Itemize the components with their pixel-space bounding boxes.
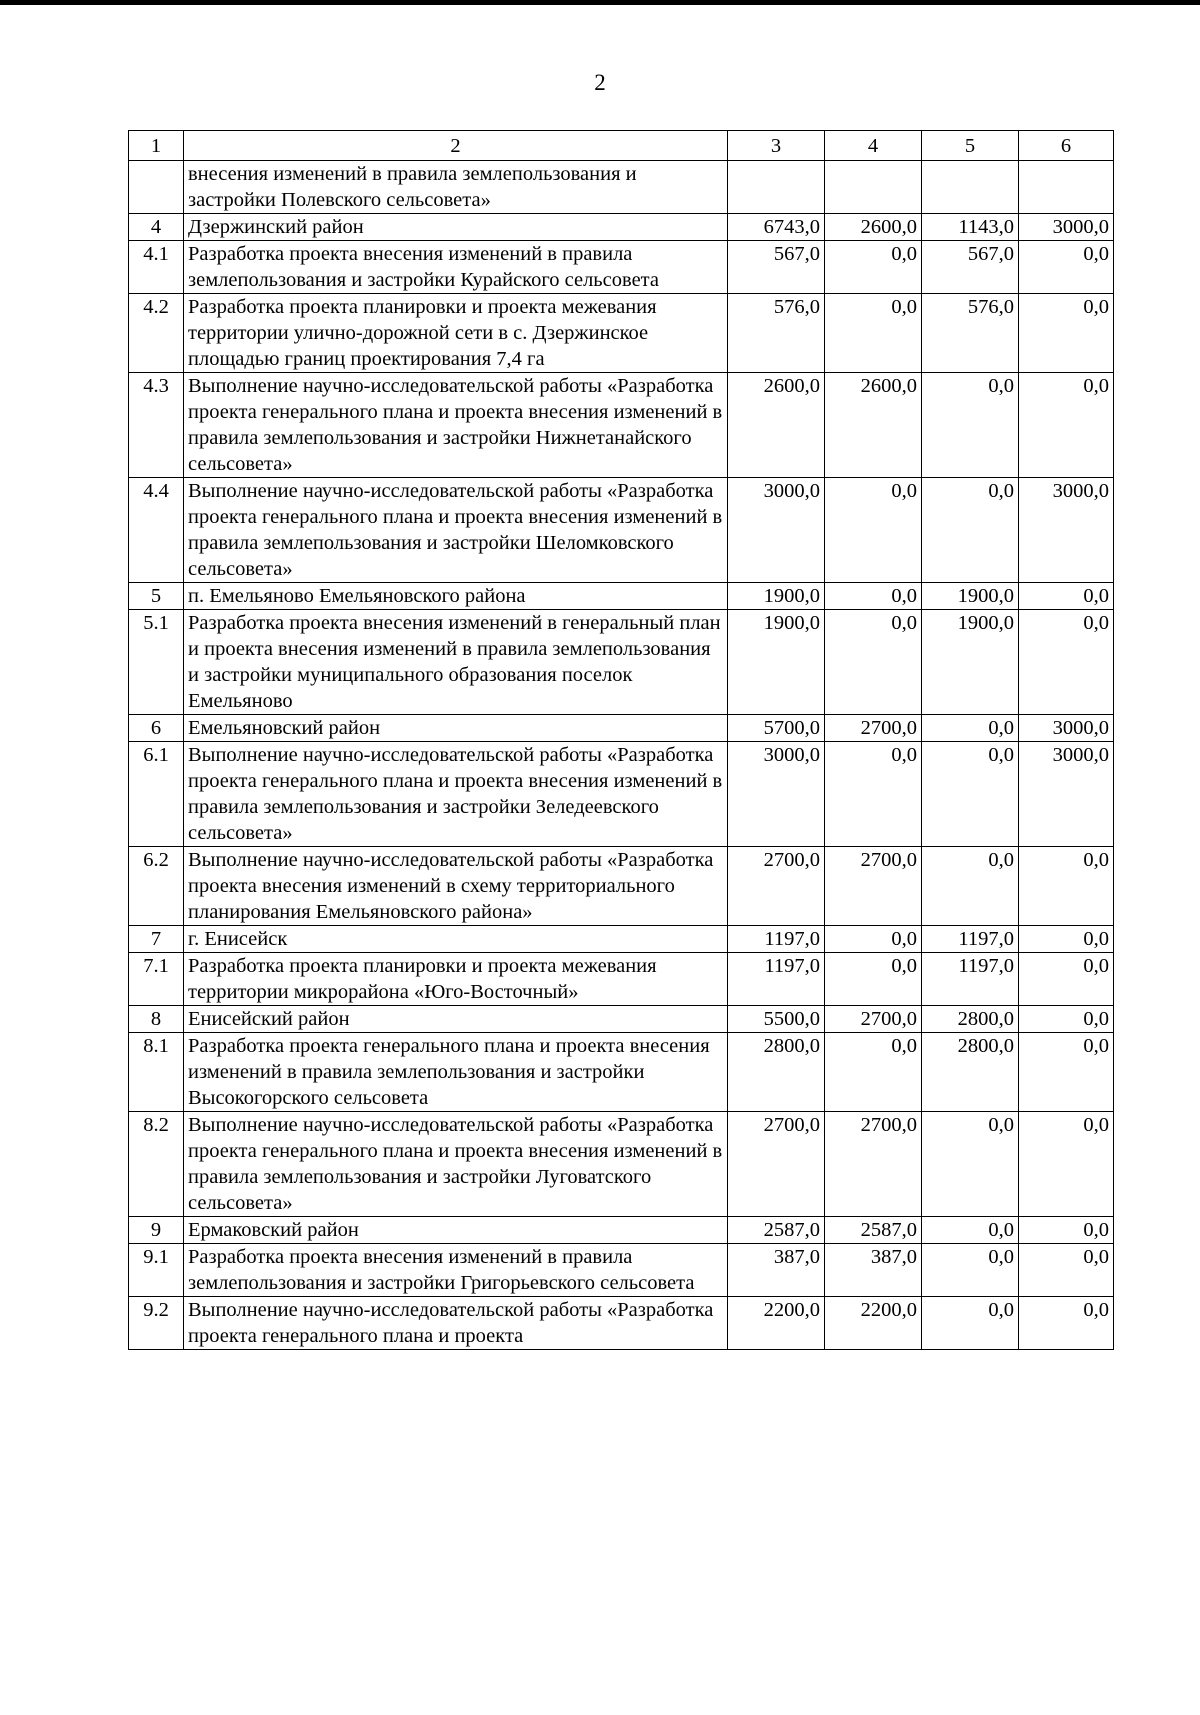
row-value-col5: 0,0	[922, 1244, 1019, 1297]
row-number: 8.1	[129, 1033, 184, 1112]
row-value-col5: 2800,0	[922, 1006, 1019, 1033]
table-row	[129, 1006, 1114, 1033]
table-row	[129, 373, 1114, 478]
table-row	[129, 1033, 1114, 1112]
row-value-col5: 0,0	[922, 847, 1019, 926]
row-value-col6: 3000,0	[1019, 715, 1114, 742]
row-value-col4: 0,0	[825, 742, 922, 847]
row-value-col6: 0,0	[1019, 583, 1114, 610]
row-value-col5: 1197,0	[922, 953, 1019, 1006]
row-value-col4	[825, 161, 922, 214]
table-row	[129, 1297, 1114, 1350]
table-body	[129, 131, 1114, 1350]
row-description: Выполнение научно-исследовательской работы «Разработка проекта генерального плана и проекта внесения изменений в правила землепользования и застройки Нижнетанайского сельсовета»	[184, 373, 728, 478]
row-value-col6: 0,0	[1019, 1217, 1114, 1244]
row-number	[129, 161, 184, 214]
header-cell-6: 6	[1019, 131, 1114, 161]
scan-top-border	[0, 0, 1200, 5]
row-value-col3: 3000,0	[728, 478, 825, 583]
row-value-col6: 0,0	[1019, 847, 1114, 926]
row-value-col5: 0,0	[922, 742, 1019, 847]
row-value-col4: 0,0	[825, 583, 922, 610]
table-row	[129, 610, 1114, 715]
row-number: 5	[129, 583, 184, 610]
row-number: 9	[129, 1217, 184, 1244]
row-value-col6: 0,0	[1019, 294, 1114, 373]
row-value-col4: 0,0	[825, 610, 922, 715]
row-value-col4: 2700,0	[825, 847, 922, 926]
row-number: 7.1	[129, 953, 184, 1006]
row-value-col6: 0,0	[1019, 373, 1114, 478]
row-value-col3: 2800,0	[728, 1033, 825, 1112]
table-row	[129, 294, 1114, 373]
row-description: Разработка проекта внесения изменений в правила землепользования и застройки Григорьевского сельсовета	[184, 1244, 728, 1297]
row-value-col6: 0,0	[1019, 926, 1114, 953]
table-row	[129, 214, 1114, 241]
page-number: 2	[594, 70, 606, 95]
table-row	[129, 1217, 1114, 1244]
header-cell-3: 3	[728, 131, 825, 161]
row-value-col6: 0,0	[1019, 1112, 1114, 1217]
row-value-col6: 3000,0	[1019, 478, 1114, 583]
row-value-col5: 0,0	[922, 373, 1019, 478]
row-number: 4.1	[129, 241, 184, 294]
row-number: 6.2	[129, 847, 184, 926]
row-value-col5: 567,0	[922, 241, 1019, 294]
table-row	[129, 478, 1114, 583]
row-value-col4: 2587,0	[825, 1217, 922, 1244]
row-value-col5: 0,0	[922, 1112, 1019, 1217]
row-description: Разработка проекта планировки и проекта межевания территории микрорайона «Юго-Восточный»	[184, 953, 728, 1006]
row-value-col3: 5500,0	[728, 1006, 825, 1033]
budget-table	[128, 130, 1114, 1350]
table-row	[129, 241, 1114, 294]
row-description: Выполнение научно-исследовательской работы «Разработка проекта генерального плана и проекта внесения изменений в правила землепользования и застройки Зеледеевского сельсовета»	[184, 742, 728, 847]
row-number: 7	[129, 926, 184, 953]
table-row	[129, 847, 1114, 926]
row-description: г. Енисейск	[184, 926, 728, 953]
row-value-col5: 1900,0	[922, 583, 1019, 610]
row-value-col3: 2600,0	[728, 373, 825, 478]
row-number: 8.2	[129, 1112, 184, 1217]
row-value-col3: 576,0	[728, 294, 825, 373]
row-value-col6: 3000,0	[1019, 214, 1114, 241]
row-value-col3: 1197,0	[728, 926, 825, 953]
row-value-col3: 1900,0	[728, 610, 825, 715]
row-number: 6.1	[129, 742, 184, 847]
row-value-col6: 0,0	[1019, 1033, 1114, 1112]
header-cell-1: 1	[129, 131, 184, 161]
row-value-col3: 567,0	[728, 241, 825, 294]
table-header-row	[129, 131, 1114, 161]
row-value-col4: 2600,0	[825, 214, 922, 241]
row-value-col5: 0,0	[922, 1217, 1019, 1244]
row-value-col3: 2700,0	[728, 847, 825, 926]
row-value-col5: 0,0	[922, 715, 1019, 742]
row-value-col4: 2700,0	[825, 1006, 922, 1033]
row-value-col5: 0,0	[922, 1297, 1019, 1350]
row-description: Емельяновский район	[184, 715, 728, 742]
row-value-col6	[1019, 161, 1114, 214]
row-description: Разработка проекта внесения изменений в генеральный план и проекта внесения изменений в правила землепользования и застройки муниципального образования поселок Емельяново	[184, 610, 728, 715]
header-cell-5: 5	[922, 131, 1019, 161]
table-row	[129, 715, 1114, 742]
row-value-col4: 0,0	[825, 478, 922, 583]
row-value-col3: 3000,0	[728, 742, 825, 847]
row-value-col5: 1900,0	[922, 610, 1019, 715]
row-number: 4.2	[129, 294, 184, 373]
row-value-col3: 2587,0	[728, 1217, 825, 1244]
row-value-col4: 2700,0	[825, 1112, 922, 1217]
row-value-col4: 2200,0	[825, 1297, 922, 1350]
row-value-col3: 6743,0	[728, 214, 825, 241]
row-value-col3: 1197,0	[728, 953, 825, 1006]
row-value-col4: 0,0	[825, 1033, 922, 1112]
header-cell-4: 4	[825, 131, 922, 161]
table-row	[129, 161, 1114, 214]
table-row	[129, 953, 1114, 1006]
row-number: 9.2	[129, 1297, 184, 1350]
row-description: Разработка проекта внесения изменений в правила землепользования и застройки Курайского сельсовета	[184, 241, 728, 294]
row-description: Выполнение научно-исследовательской работы «Разработка проекта генерального плана и проекта	[184, 1297, 728, 1350]
row-number: 8	[129, 1006, 184, 1033]
row-description: п. Емельяново Емельяновского района	[184, 583, 728, 610]
table-row	[129, 583, 1114, 610]
row-value-col3: 2200,0	[728, 1297, 825, 1350]
row-description: Ермаковский район	[184, 1217, 728, 1244]
row-value-col4: 0,0	[825, 953, 922, 1006]
row-value-col4: 0,0	[825, 294, 922, 373]
row-value-col5: 576,0	[922, 294, 1019, 373]
row-value-col5: 1197,0	[922, 926, 1019, 953]
row-value-col5: 1143,0	[922, 214, 1019, 241]
table-row	[129, 1244, 1114, 1297]
row-description: Разработка проекта планировки и проекта межевания территории улично-дорожной сети в с. Дзержинское площадью границ проектирования 7,4 га	[184, 294, 728, 373]
row-value-col3: 2700,0	[728, 1112, 825, 1217]
row-value-col6: 0,0	[1019, 241, 1114, 294]
row-value-col5	[922, 161, 1019, 214]
row-value-col6: 0,0	[1019, 953, 1114, 1006]
table-row	[129, 1112, 1114, 1217]
row-value-col3: 5700,0	[728, 715, 825, 742]
row-value-col3: 1900,0	[728, 583, 825, 610]
row-value-col4: 0,0	[825, 926, 922, 953]
row-description: внесения изменений в правила землепользования и застройки Полевского сельсовета»	[184, 161, 728, 214]
row-description: Разработка проекта генерального плана и проекта внесения изменений в правила землепользования и застройки Высокогорского сельсовета	[184, 1033, 728, 1112]
row-value-col6: 0,0	[1019, 1006, 1114, 1033]
row-value-col4: 2700,0	[825, 715, 922, 742]
row-description: Дзержинский район	[184, 214, 728, 241]
header-cell-2: 2	[184, 131, 728, 161]
table-row	[129, 926, 1114, 953]
row-number: 6	[129, 715, 184, 742]
row-value-col4: 2600,0	[825, 373, 922, 478]
row-number: 4.3	[129, 373, 184, 478]
row-description: Выполнение научно-исследовательской работы «Разработка проекта генерального плана и проекта внесения изменений в правила землепользования и застройки Луговатского сельсовета»	[184, 1112, 728, 1217]
row-number: 5.1	[129, 610, 184, 715]
row-value-col5: 2800,0	[922, 1033, 1019, 1112]
row-value-col6: 0,0	[1019, 610, 1114, 715]
row-number: 9.1	[129, 1244, 184, 1297]
row-number: 4	[129, 214, 184, 241]
row-value-col3: 387,0	[728, 1244, 825, 1297]
row-value-col5: 0,0	[922, 478, 1019, 583]
row-value-col4: 387,0	[825, 1244, 922, 1297]
row-value-col6: 0,0	[1019, 1297, 1114, 1350]
row-number: 4.4	[129, 478, 184, 583]
row-description: Выполнение научно-исследовательской работы «Разработка проекта генерального плана и проекта внесения изменений в правила землепользования и застройки Шеломковского сельсовета»	[184, 478, 728, 583]
row-value-col6: 3000,0	[1019, 742, 1114, 847]
table-row	[129, 742, 1114, 847]
row-value-col4: 0,0	[825, 241, 922, 294]
row-value-col6: 0,0	[1019, 1244, 1114, 1297]
row-value-col3	[728, 161, 825, 214]
row-description: Выполнение научно-исследовательской работы «Разработка проекта внесения изменений в схему территориального планирования Емельяновского района»	[184, 847, 728, 926]
row-description: Енисейский район	[184, 1006, 728, 1033]
